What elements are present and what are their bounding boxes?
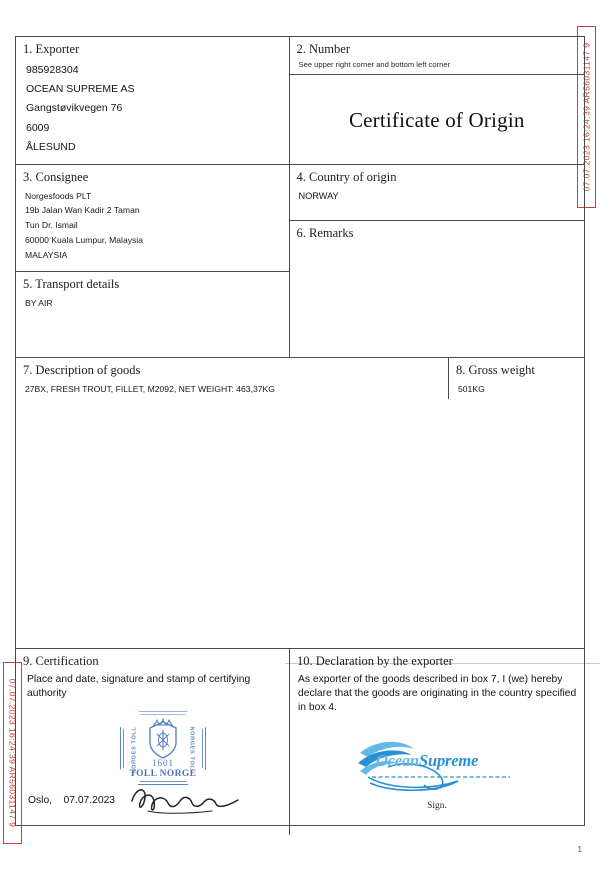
consignee-label: 3. Consignee (23, 170, 89, 184)
exporter-street: Gangstøvikvegen 76 (26, 102, 123, 115)
box-exporter (16, 37, 289, 165)
customs-stamp (120, 711, 206, 785)
declaration-text: As exporter of the goods described in box 7, I (we) hereby declare that the goods are originating in the country specified in box 4. (298, 674, 577, 714)
box-country-of-origin (290, 165, 584, 221)
stamp-side-text-left: NORGES TOLL (131, 726, 138, 774)
gross-weight-value: 501KG (458, 383, 485, 394)
number-hint: See upper right corner and bottom left corner (298, 59, 451, 69)
consignee-line-3: Tun Dr. Ismail (25, 220, 78, 231)
certificate-form-table (15, 36, 585, 826)
exporter-label: 1. Exporter (23, 42, 80, 56)
box-number-and-title (289, 37, 584, 165)
certification-place: Oslo, (28, 795, 53, 807)
consignee-column (16, 165, 289, 358)
box-transport-details (16, 272, 289, 358)
form-row-certification (16, 649, 584, 835)
reference-text-left: 07.07.2023 16:24:39 AR56031147 9 (7, 678, 18, 828)
certificate-title-box (290, 75, 584, 164)
remarks-label: 6. Remarks (296, 226, 354, 240)
description-of-goods-label: 7. Description of goods (23, 363, 141, 377)
exporter-org-number: 985928304 (26, 63, 79, 76)
logo-wordmark (376, 751, 478, 771)
number-label: 2. Number (296, 42, 350, 56)
norwegian-coat-of-arms-icon (146, 718, 180, 760)
declaration-label: 10. Declaration by the exporter (297, 654, 453, 669)
consignee-line-5: MALAYSIA (25, 249, 68, 260)
box-number (290, 37, 584, 75)
certifying-authority-signature (126, 781, 256, 817)
certification-subtitle: Place and date, signature and stamp of certifying authority (27, 674, 251, 700)
exporter-name: OCEAN SUPREME AS (26, 83, 135, 96)
logo-text-secondary: Supreme (419, 751, 479, 771)
stamp-number: 1601 (152, 758, 174, 769)
stamp-side-text-right: NORGES TOLL (188, 726, 195, 774)
logo-text-primary: Ocean (376, 751, 419, 771)
consignee-line-1: Norgesfoods PLT (25, 190, 92, 201)
goods-detail-area (16, 399, 584, 649)
box-declaration (289, 649, 584, 835)
country-of-origin-value: NORWAY (298, 190, 339, 201)
box-remarks (290, 221, 584, 358)
box-description-of-goods (16, 358, 448, 399)
certification-place-date (28, 795, 115, 806)
box-consignee (16, 165, 289, 272)
country-of-origin-label: 4. Country of origin (296, 170, 397, 184)
declaration-sign-label: Sign. (427, 801, 447, 812)
exporter-logo (358, 737, 518, 795)
consignee-line-2: 19b Jalan Wan Kadir 2 Taman (25, 205, 140, 216)
stamp-authority-name: TOLL NORGE (129, 769, 197, 780)
transport-label: 5. Transport details (23, 277, 120, 291)
consignee-line-4: 60000 Kuala Lumpur, Malaysia (25, 234, 144, 245)
certification-date: 07.07.2023 (63, 795, 116, 807)
origin-remarks-column (289, 165, 584, 358)
exporter-postcode: 6009 (26, 121, 50, 134)
page-title: Certificate of Origin (348, 108, 525, 132)
exporter-city: ÅLESUND (26, 141, 76, 154)
gross-weight-label: 8. Gross weight (456, 363, 535, 377)
form-row-consignee (16, 165, 584, 358)
form-row-goods-header (16, 358, 584, 399)
page-number: 1 (577, 845, 582, 854)
transport-value: BY AIR (25, 297, 53, 308)
box-gross-weight (448, 358, 584, 399)
form-row-exporter (16, 37, 584, 165)
reference-text-right: 07.07.2023 16:24:39 AR56031147 9 (581, 42, 592, 192)
box-certification (16, 649, 289, 835)
certification-label: 9. Certification (23, 654, 99, 669)
description-of-goods-value: 27BX, FRESH TROUT, FILLET, M2092, NET WEIGHT: 463,37KG (25, 383, 275, 394)
